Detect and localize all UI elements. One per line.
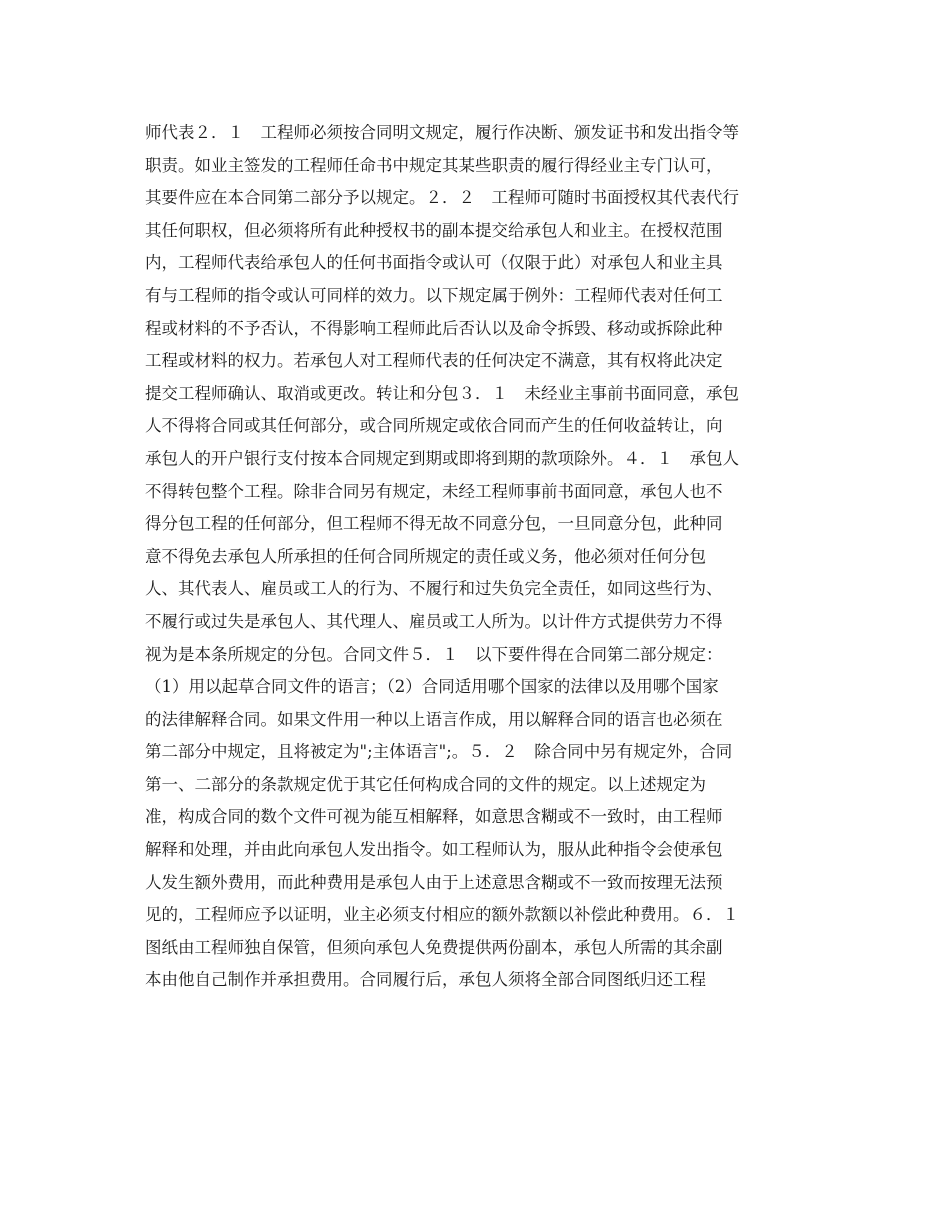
text-line: 第一、二部分的条款规定优于其它任何构成合同的文件的规定。以上述规定为: [145, 774, 706, 794]
text-line: 程或材料的不予否认，不得影响工程师此后否认以及命令拆毁、移动或拆除此种: [145, 318, 723, 338]
text-line: 得分包工程的任何部分，但工程师不得无故不同意分包，一旦同意分包，此种同: [145, 514, 723, 534]
text-line: 视为是本条所规定的分包。合同文件５．１ 以下要件得在合同第二部分规定：: [145, 644, 723, 664]
text-line: 其任何职权，但必须将所有此种授权书的副本提交给承包人和业主。在授权范围: [145, 220, 723, 240]
text-line: 的法律解释合同。如果文件用一种以上语言作成，用以解释合同的语言也必须在: [145, 709, 723, 729]
text-line: 内，工程师代表给承包人的任何书面指令或认可（仅限于此）对承包人和业主具: [145, 253, 723, 273]
text-line: 人、其代表人、雇员或工人的行为、不履行和过失负完全责任，如同这些行为、: [145, 579, 723, 599]
text-line: 职责。如业主签发的工程师任命书中规定其某些职责的履行得经业主专门认可，: [145, 155, 723, 175]
text-line: 承包人的开户银行支付按本合同规定到期或即将到期的款项除外。４．１ 承包人: [145, 448, 739, 468]
text-line: 有与工程师的指令或认可同样的效力。以下规定属于例外：工程师代表对任何工: [145, 285, 723, 305]
text-line: 人不得将合同或其任何部分，或合同所规定或依合同而产生的任何收益转让，向: [145, 416, 723, 436]
text-line: 准，构成合同的数个文件可视为能互相解释，如意思含糊或不一致时，由工程师: [145, 807, 723, 827]
text-line: 本由他自己制作并承担费用。合同履行后，承包人须将全部合同图纸归还工程: [145, 970, 706, 990]
text-line: 图纸由工程师独自保管，但须向承包人免费提供两份副本，承包人所需的其余副: [145, 937, 723, 957]
text-line: 工程或材料的权力。若承包人对工程师代表的任何决定不满意，其有权将此决定: [145, 351, 723, 371]
text-line: 不得转包整个工程。除非合同另有规定，未经工程师事前书面同意，承包人也不: [145, 481, 723, 501]
text-line: 其要件应在本合同第二部分予以规定。２．２ 工程师可随时书面授权其代表代行: [145, 188, 739, 208]
text-line: 提交工程师确认、取消或更改。转让和分包３．１ 未经业主事前书面同意，承包: [145, 383, 739, 403]
text-line: （1）用以起草合同文件的语言；（2）合同适用哪个国家的法律以及用哪个国家: [145, 677, 719, 697]
text-line: 师代表２．１ 工程师必须按合同明文规定，履行作决断、颁发证书和发出指令等: [145, 123, 739, 142]
text-line: 人发生额外费用，而此种费用是承包人由于上述意思含糊或不一致而按理无法预: [145, 872, 723, 892]
text-line: 意不得免去承包人所承担的任何合同所规定的责任或义务，他必须对任何分包: [145, 546, 706, 566]
document-body: [145, 117, 805, 997]
text-line: 第二部分中规定，且将被定为";主体语言";。５．２ 除合同中另有规定外，合同: [145, 742, 733, 762]
text-line: 解释和处理，并由此向承包人发出指令。如工程师认为，服从此种指令会使承包: [145, 840, 723, 860]
text-line: 见的，工程师应予以证明，业主必须支付相应的额外款额以补偿此种费用。６．１: [145, 905, 739, 925]
text-line: 不履行或过失是承包人、其代理人、雇员或工人所为。以计件方式提供劳力不得: [145, 611, 723, 631]
